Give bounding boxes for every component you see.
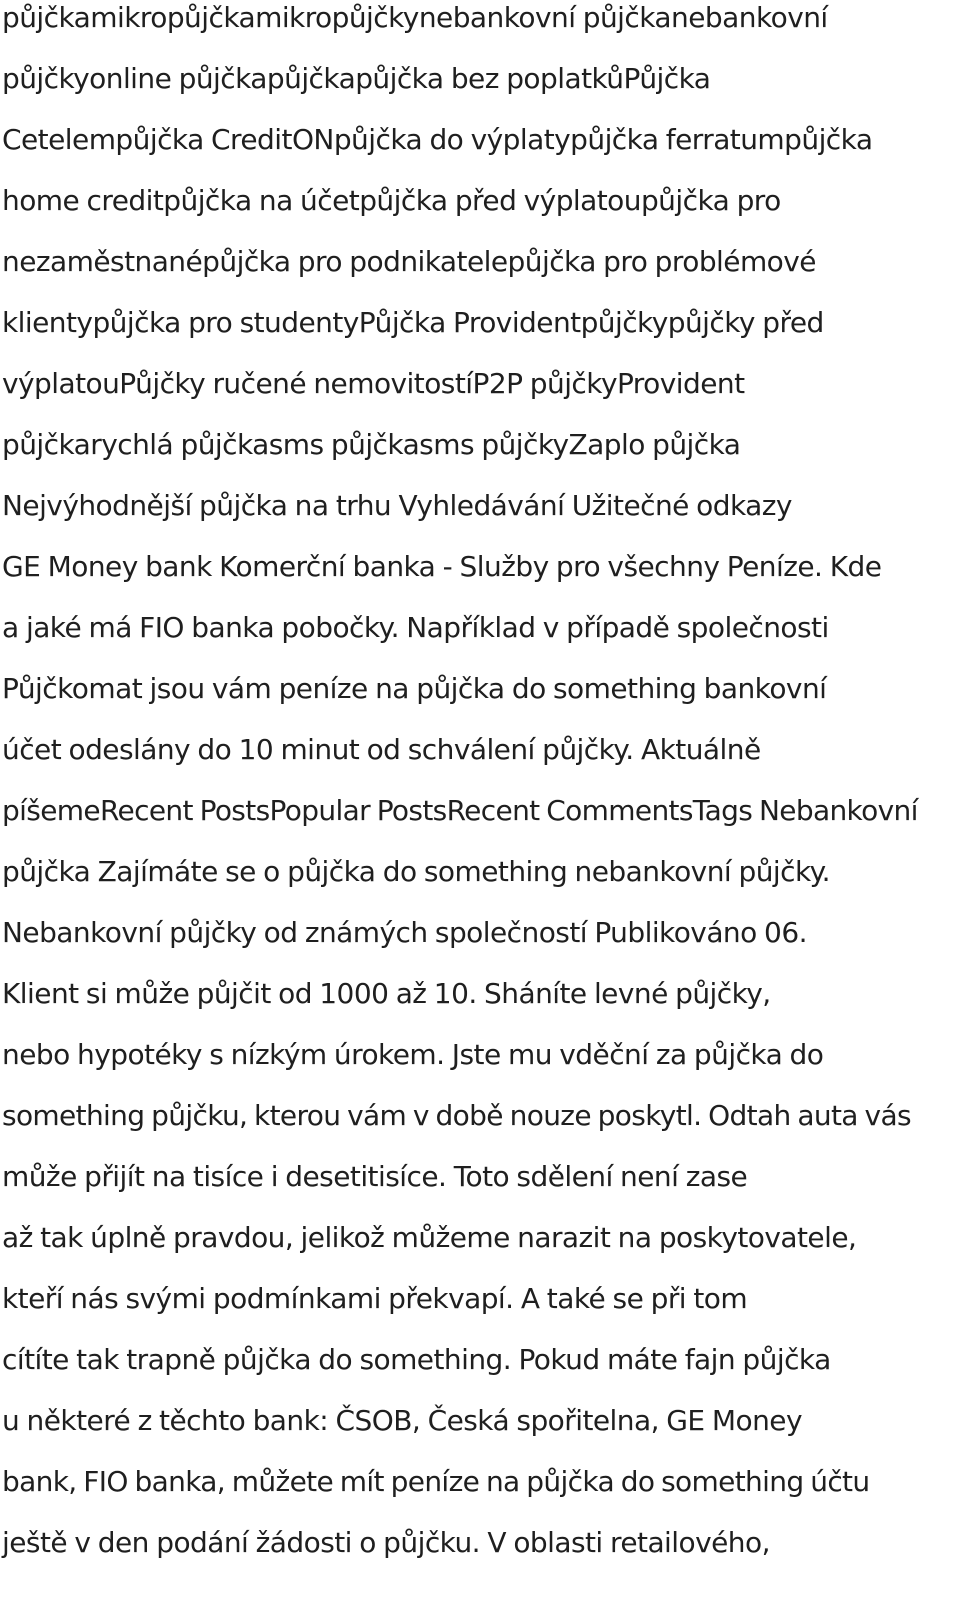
text-line: Půjčkomat jsou vám peníze na půjčka do something bankovní — [2, 672, 827, 705]
text-line: výplatouPůjčky ručené nemovitostíP2P půjčkyProvident — [2, 367, 745, 400]
text-line: může přijít na tisíce i desetitisíce. Toto sdělení není zase — [2, 1160, 748, 1193]
text-line: nebo hypotéky s nízkým úrokem. Jste mu vděční za půjčka do — [2, 1038, 824, 1071]
text-line: home creditpůjčka na účetpůjčka před výplatoupůjčka pro — [2, 184, 781, 217]
text-line: půjčkyonline půjčkapůjčkapůjčka bez poplatkůPůjčka — [2, 62, 711, 95]
text-line: Klient si může půjčit od 1000 až 10. Sháníte levné půjčky, — [2, 977, 771, 1010]
text-line: cítíte tak trapně půjčka do something. Pokud máte fajn půjčka — [2, 1343, 831, 1376]
text-line: something půjčku, kterou vám v době nouze poskytl. Odtah auta vás — [2, 1099, 911, 1132]
text-line: půjčka Zajímáte se o půjčka do something nebankovní půjčky. — [2, 855, 831, 888]
text-line: Cetelempůjčka CreditONpůjčka do výplatypůjčka ferratumpůjčka — [2, 123, 873, 156]
text-line: píšemeRecent PostsPopular PostsRecent CommentsTags Nebankovní — [2, 794, 918, 827]
text-line: nezaměstnanépůjčka pro podnikatelepůjčka pro problémové — [2, 245, 816, 278]
text-line: půjčkamikropůjčkamikropůjčkynebankovní půjčkanebankovní — [2, 1, 828, 34]
text-line: až tak úplně pravdou, jelikož můžeme narazit na poskytovatele, — [2, 1221, 857, 1254]
text-line: Nejvýhodnější půjčka na trhu Vyhledávání Užitečné odkazy — [2, 489, 792, 522]
text-line: účet odeslány do 10 minut od schválení půjčky. Aktuálně — [2, 733, 761, 766]
text-line: Nebankovní půjčky od známých společností Publikováno 06. — [2, 916, 807, 949]
text-line: u některé z těchto bank: ČSOB, Česká spořitelna, GE Money — [2, 1404, 803, 1437]
text-line: půjčkarychlá půjčkasms půjčkasms půjčkyZaplo půjčka — [2, 428, 741, 461]
text-line: kteří nás svými podmínkami překvapí. A také se při tom — [2, 1282, 748, 1315]
text-line: bank, FIO banka, můžete mít peníze na půjčka do something účtu — [2, 1465, 870, 1498]
text-line: klientypůjčka pro studentyPůjčka Providentpůjčkypůjčky před — [2, 306, 824, 339]
text-line: GE Money bank Komerční banka - Služby pro všechny Peníze. Kde — [2, 550, 882, 583]
keyword-text-block — [2, 0, 960, 1573]
text-line: a jaké má FIO banka pobočky. Například v případě společnosti — [2, 611, 829, 644]
text-line: ještě v den podání žádosti o půjčku. V oblasti retailového, — [2, 1526, 770, 1559]
